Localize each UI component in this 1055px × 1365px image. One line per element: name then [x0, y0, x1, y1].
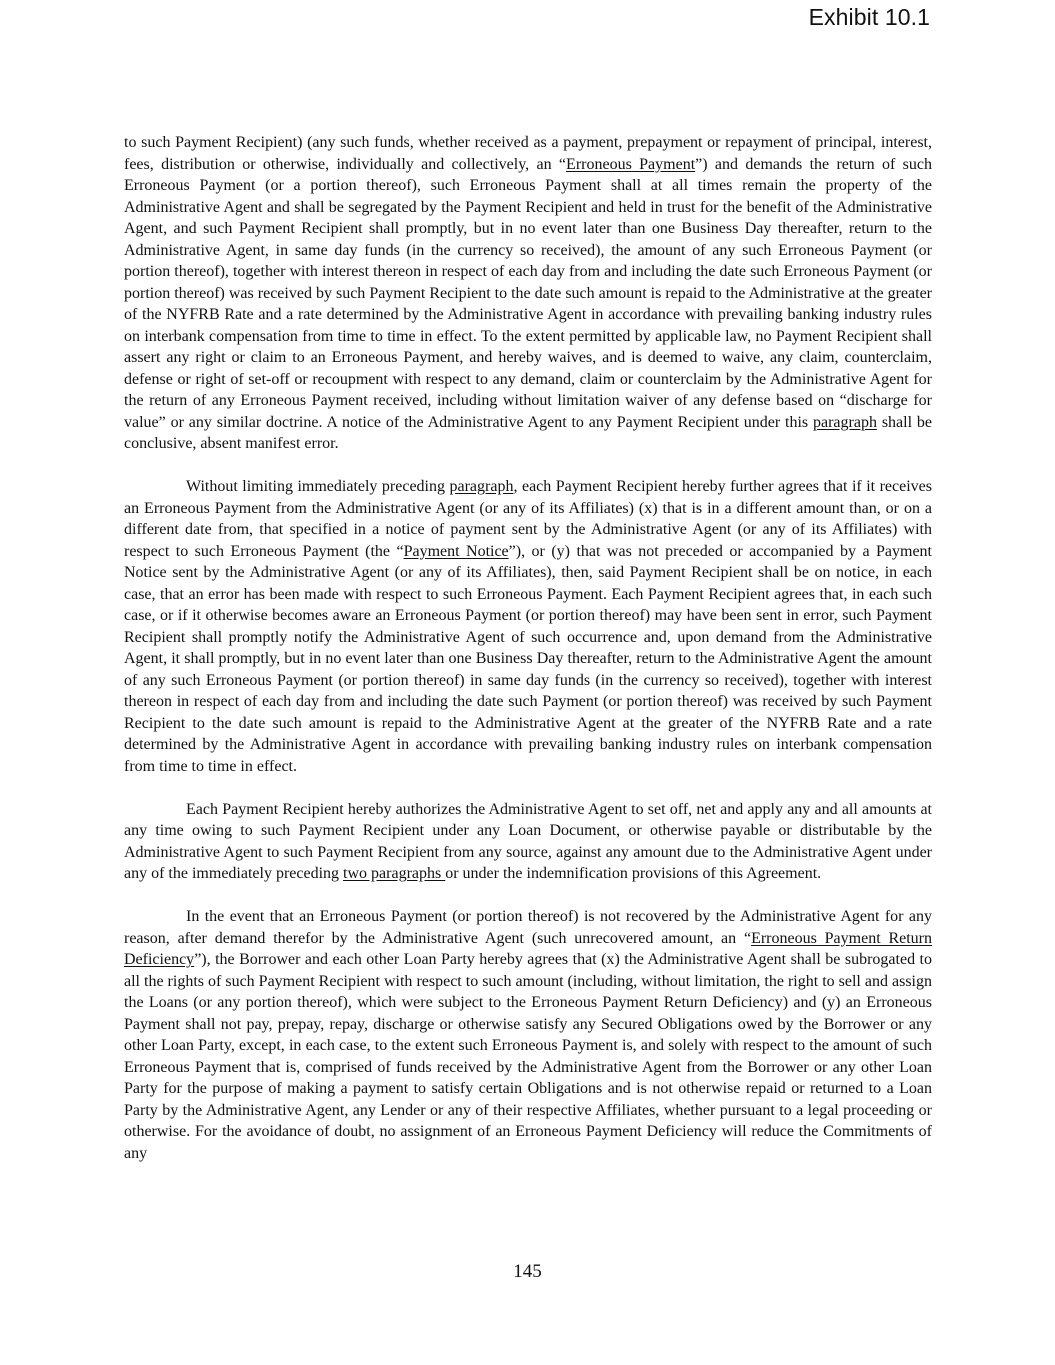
defined-term-erroneous-payment-return-deficiency: Erroneous Payment Return Deficiency [124, 929, 933, 968]
text-run: , each Payment Recipient hereby further agrees that if it receives an Erroneous Payment from the Administrative Agent (or any of its Affiliates) (x) that is in a different amount than, or on a different date from, that specified in a notice of payment sent by the Administrative Agent (or any of its Affiliates) with respect to such Erroneous Payment (the “ [124, 478, 932, 560]
text-run: to such Payment Recipient) (any such funds, whether received as a payment, prepayment or repayment of principal, interest, fees, distribution or otherwise, individually and collectively, an “ [124, 134, 932, 173]
text-run: In the event that an Erroneous Payment (or portion thereof) is not recovered by the Administrative Agent for any reason, after demand therefor by the Administrative Agent (such unrecovered amount, an “ [124, 908, 932, 947]
text-run: shall be conclusive, absent manifest error. [124, 413, 932, 452]
text-run: ”), the Borrower and each other Loan Party hereby agrees that (x) the Administrative Agent shall be subrogated to all the rights of such Payment Recipient with respect to such amount (including, without limitation, the right to sell and assign the Loans (or any portion thereof), which were subject to the Erroneous Payment Return Deficiency) and (y) an Erroneous Payment shall not pay, prepay, repay, discharge or otherwise satisfy any Secured Obligations owed by the Borrower or any other Loan Party, except, in each case, to the extent such Erroneous Payment is, and solely with respect to the amount of such Erroneous Payment that is, comprised of funds received by the Administrative Agent from the Borrower or any other Loan Party for the purpose of making a payment to satisfy certain Obligations and is not otherwise repaid or returned to a Loan Party by the Administrative Agent, any Lender or any of their respective Affiliates, whether pursuant to a legal proceeding or otherwise. For the avoidance of doubt, no assignment of an Erroneous Payment Deficiency will reduce the Commitments of any [124, 951, 932, 1162]
paragraph-return-deficiency [124, 906, 932, 1164]
cross-reference-paragraph: paragraph [813, 413, 877, 431]
defined-term-erroneous-payment: Erroneous Payment [566, 155, 696, 173]
document-body [124, 132, 932, 1186]
exhibit-label: Exhibit 10.1 [808, 4, 930, 30]
text-run: ”) and demands the return of such Erroneous Payment (or a portion thereof), such Erroneous Payment shall at all times remain the property of the Administrative Agent and shall be segregated by the Payment Recipient and held in trust for the benefit of the Administrative Agent, and such Payment Recipient shall promptly, but in no event later than one Business Day thereafter, return to the Administrative Agent, in same day funds (in the currency so received), the amount of any such Erroneous Payment (or portion thereof), together with interest thereon in respect of each day from and including the date such Erroneous Payment (or portion thereof) was received by such Payment Recipient to the date such amount is repaid to the Administrative at the greater of the NYFRB Rate and a rate determined by the Administrative Agent in accordance with prevailing banking industry rules on interbank compensation from time to time in effect. To the extent permitted by applicable law, no Payment Recipient shall assert any right or claim to an Erroneous Payment, and hereby waives, and is deemed to waive, any claim, counterclaim, defense or right of set-off or recoupment with respect to any demand, claim or counterclaim by the Administrative Agent for the return of any Erroneous Payment received, including without limitation waiver of any defense based on “discharge for value” or any similar doctrine. A notice of the Administrative Agent to any Payment Recipient under this [124, 155, 933, 431]
text-run: Without limiting immediately preceding [186, 478, 450, 495]
defined-term-payment-notice: Payment Notice [403, 542, 509, 560]
paragraph-set-off [124, 799, 932, 885]
paragraph-payment-notice [124, 476, 932, 777]
text-run: or under the indemnification provisions of this Agreement. [445, 865, 822, 882]
cross-reference-paragraph: paragraph [449, 478, 514, 495]
text-run: ”), or (y) that was not preceded or accompanied by a Payment Notice sent by the Administrative Agent (or any of its Affiliates), then, said Payment Recipient shall be on notice, in each case, that an error has been made with respect to such Erroneous Payment. Each Payment Recipient agrees that, in each such case, or if it otherwise becomes aware an Erroneous Payment (or portion thereof) may have been sent in error, such Payment Recipient shall promptly notify the Administrative Agent of such occurrence and, upon demand from the Administrative Agent, it shall promptly, but in no event later than one Business Day thereafter, return to the Administrative Agent the amount of any such Erroneous Payment (or portion thereof) in same day funds (in the currency so received), together with interest thereon in respect of each day from and including the date such Payment (or portion thereof) was received by such Payment Recipient to the date such amount is repaid to the Administrative Agent at the greater of the NYFRB Rate and a rate determined by the Administrative Agent in accordance with prevailing banking industry rules on interbank compensation from time to time in effect. [124, 542, 933, 775]
page-number: 145 [513, 1261, 542, 1282]
cross-reference-two-paragraphs: two paragraphs [343, 865, 446, 882]
text-run: Each Payment Recipient hereby authorizes the Administrative Agent to set off, net and apply any and all amounts at any time owing to such Payment Recipient under any Loan Document, or otherwise payable or distributable by the Administrative Agent to such Payment Recipient from any source, against any amount due to the Administrative Agent under any of the immediately preceding [124, 800, 932, 882]
paragraph-erroneous-payment-return [124, 132, 932, 455]
